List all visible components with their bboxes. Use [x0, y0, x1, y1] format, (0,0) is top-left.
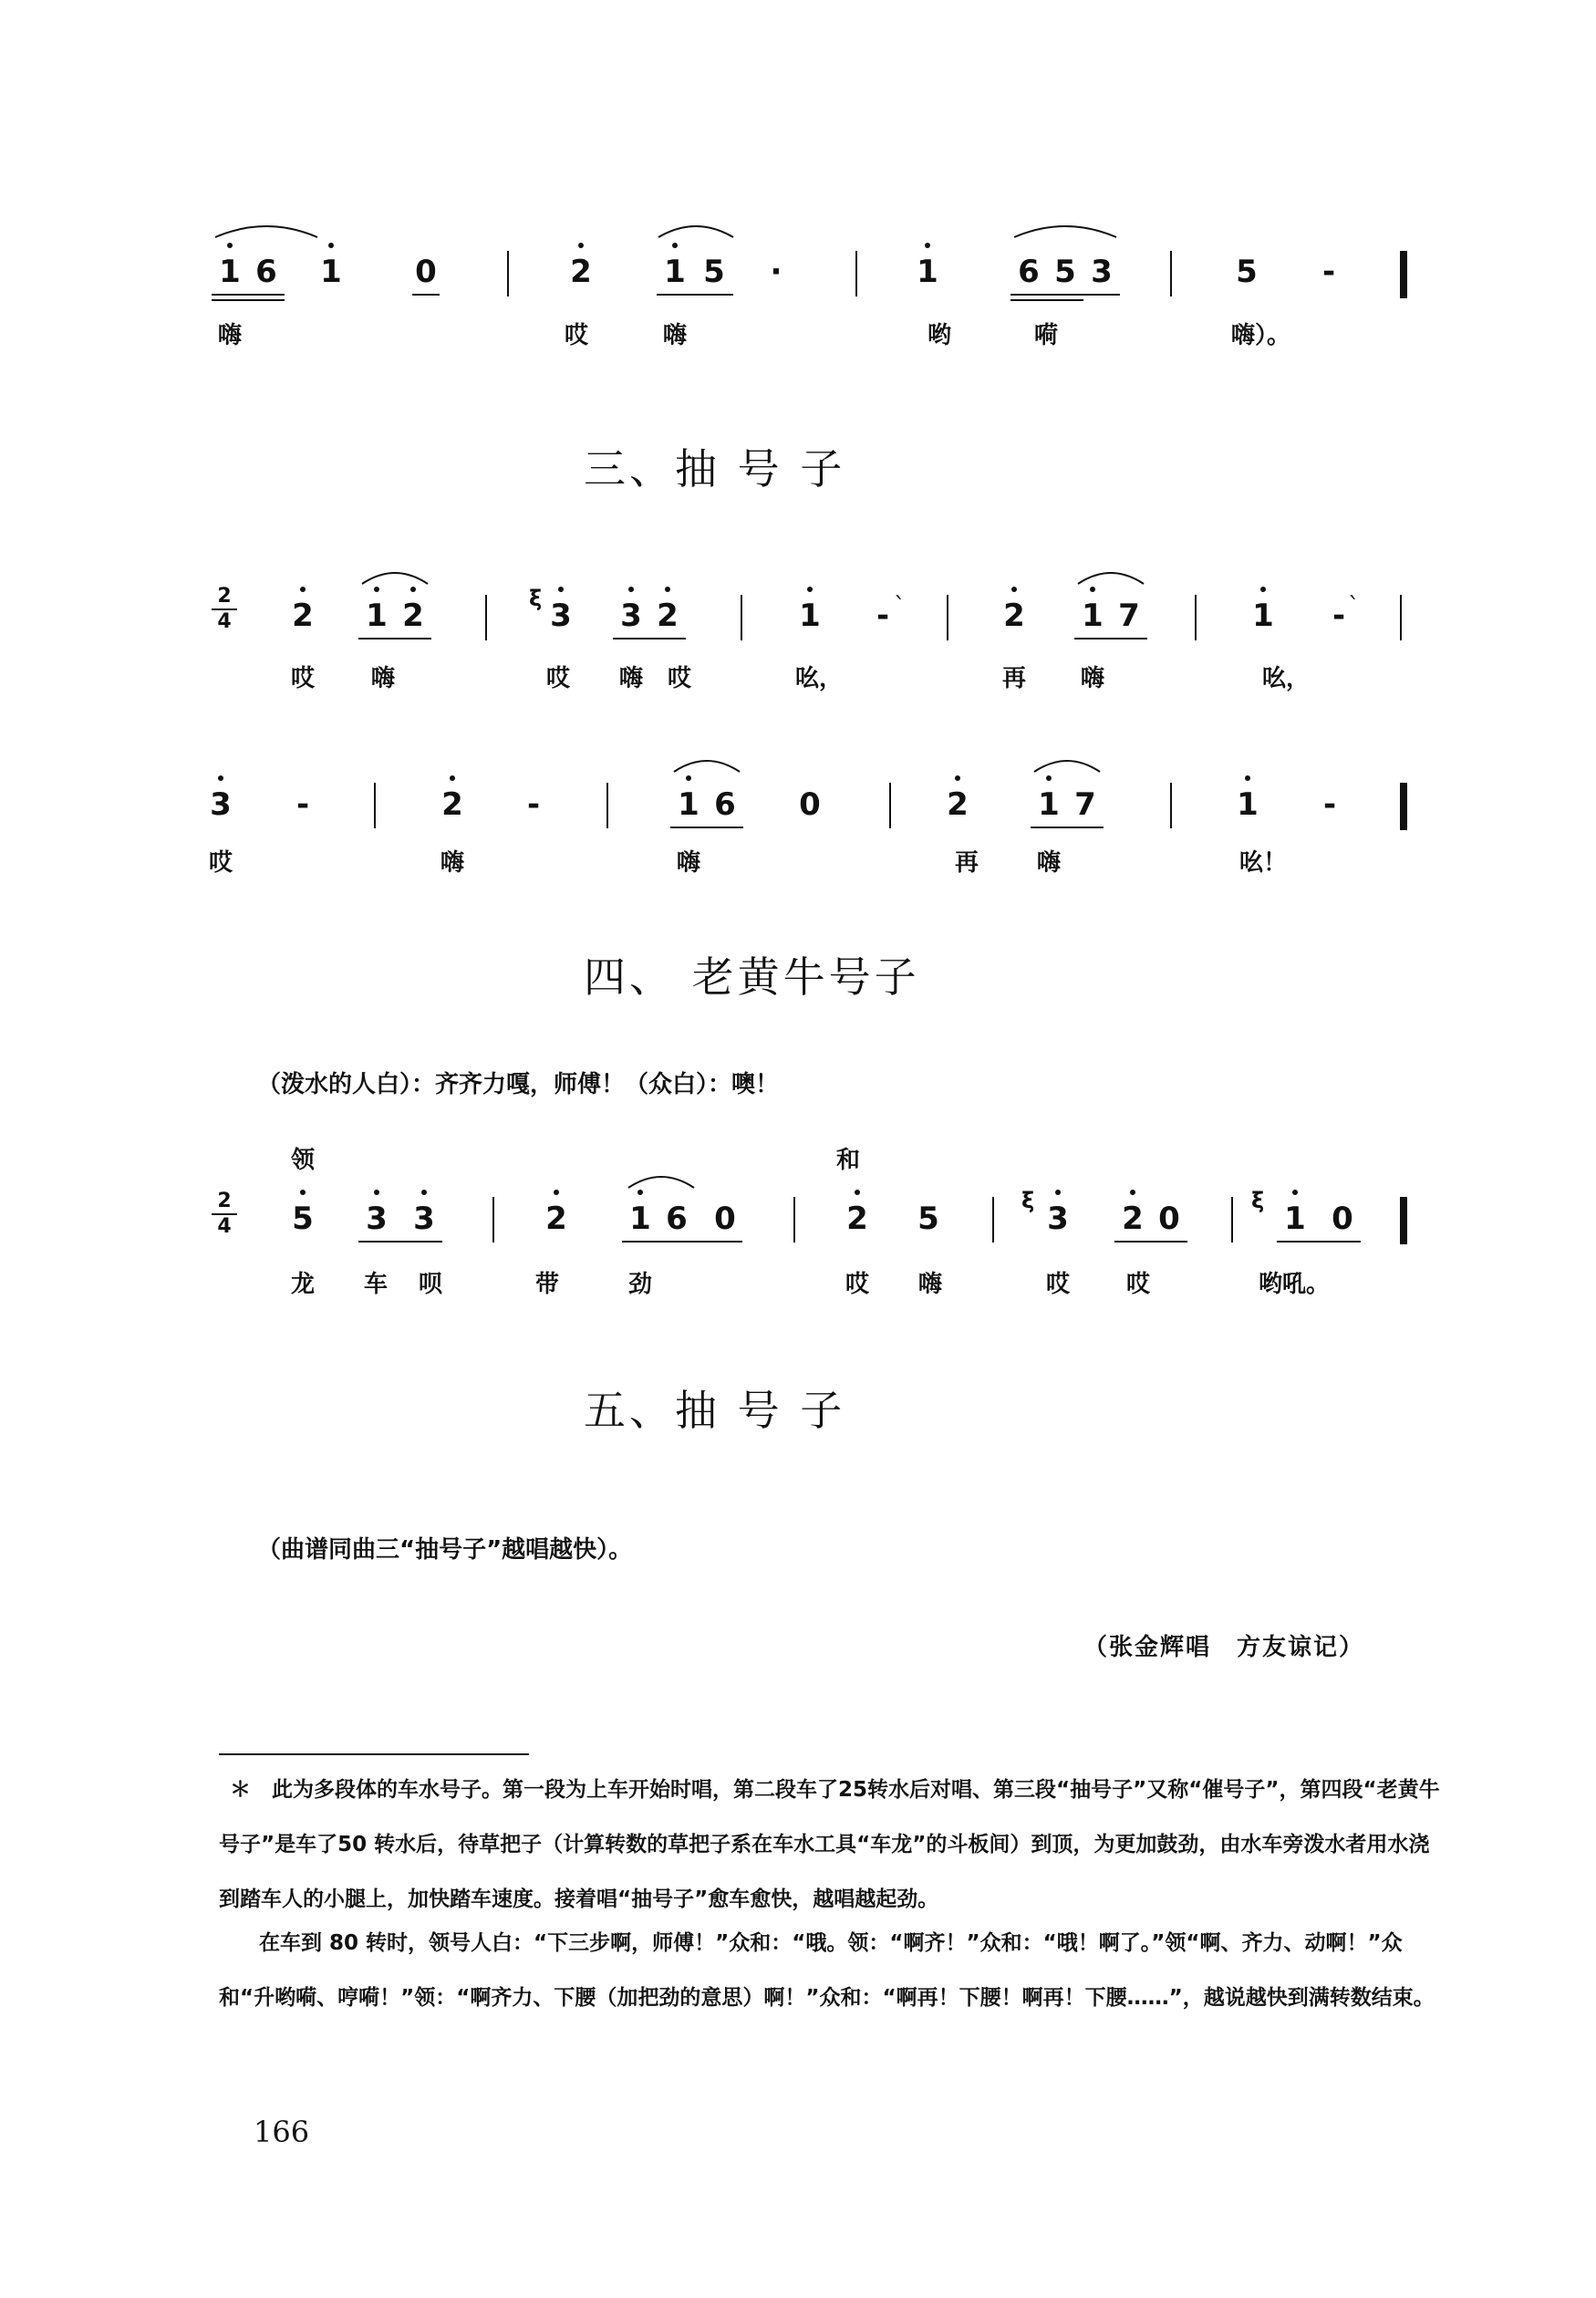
barline — [606, 783, 608, 828]
barline — [889, 783, 891, 828]
note: 0 — [714, 1201, 736, 1237]
lyric: 哎 — [208, 849, 233, 877]
underline — [670, 827, 743, 828]
underline — [1010, 299, 1083, 301]
lyric: 嗨 — [217, 322, 242, 349]
lyric: 哟吼。 — [1259, 1271, 1331, 1298]
note: 1 — [1229, 786, 1266, 823]
note: 5 — [703, 254, 725, 290]
slur — [670, 754, 743, 774]
lyric: 哎 — [845, 1271, 869, 1298]
lyric: 哎 — [545, 665, 570, 692]
note: 3 — [543, 598, 579, 634]
spoken-line: （泼水的人白）：齐齐力嘎，师傅！（众白）：噢！ — [257, 1071, 780, 1098]
slur — [655, 219, 737, 239]
note: 3 — [406, 1201, 442, 1237]
lyric: 哎 — [1125, 1271, 1150, 1298]
lyric: 哎 — [564, 322, 588, 349]
note: 1 — [657, 254, 693, 290]
lead-label: 领 — [290, 1147, 315, 1174]
glide-mark: ` — [894, 593, 906, 620]
note: 2 — [434, 786, 471, 823]
note: 2 — [939, 786, 976, 823]
barline — [507, 251, 509, 296]
note: 3 — [358, 1201, 395, 1237]
lyric: 吆！ — [1238, 849, 1287, 877]
final-barline — [1400, 251, 1407, 298]
barline — [992, 1197, 994, 1243]
note: 6 — [666, 1201, 688, 1237]
note: 6 — [714, 786, 736, 823]
lyric: 嗨 — [676, 849, 700, 877]
slur — [1010, 219, 1120, 239]
barline — [1170, 783, 1172, 828]
note: 1 — [622, 1201, 658, 1237]
note: 2 — [996, 598, 1032, 634]
footnote-rule — [219, 1753, 529, 1755]
underline — [412, 294, 440, 296]
note: 5 — [285, 1201, 321, 1237]
note: 1 — [1031, 786, 1067, 823]
lyric: 嗨 — [618, 665, 643, 692]
lyric: 嗨 — [1036, 849, 1061, 877]
lyric: 嗨 — [370, 665, 395, 692]
underline — [657, 294, 733, 296]
note: 0 — [415, 254, 437, 290]
underline — [1114, 1241, 1187, 1243]
note: - — [1321, 254, 1336, 290]
final-barline — [1400, 783, 1407, 830]
barline — [485, 595, 487, 640]
barline — [1195, 595, 1197, 640]
barline — [947, 595, 948, 640]
grace-mark-icon: ξ — [1021, 1188, 1035, 1213]
time-signature: 2 4 — [212, 586, 237, 633]
underline — [613, 638, 686, 639]
note: - — [1322, 786, 1337, 823]
note: · — [770, 254, 782, 290]
lyric: 龙 — [290, 1271, 315, 1298]
lyric: 哎 — [290, 665, 315, 692]
barline — [855, 251, 857, 296]
lyric: 再 — [1001, 665, 1026, 692]
lyric: 哎 — [667, 665, 691, 692]
lyric: 车 — [363, 1271, 388, 1298]
footnote-paragraph-2: 在车到 80 转时，领号人白：“下三步啊，师傅！”众和：“哦。领：“啊齐！”众和：“哦！啊了。”领“啊、齐力、动啊！”众和“升哟嗬、哼嗬！”领：“啊齐力、下腰（加把劲的意思）啊！”众和：“啊再！下腰！啊再！下腰……”，越说越快到满转数结束。 — [219, 1931, 1435, 2010]
lyric: 哎 — [1045, 1271, 1070, 1298]
underline — [212, 299, 285, 301]
note: - — [526, 786, 541, 823]
lyric: 呗 — [418, 1271, 442, 1298]
note: 2 — [395, 598, 431, 634]
barline — [1400, 595, 1402, 640]
note: 3 — [202, 786, 239, 823]
lyric: 吆， — [1261, 665, 1310, 692]
slur — [625, 1170, 698, 1190]
note: - — [1332, 598, 1346, 634]
slur — [1074, 566, 1147, 586]
note: 7 — [1118, 598, 1140, 634]
chorus-label: 和 — [835, 1147, 860, 1174]
section-5-title: 五、抽 号 子 — [584, 1386, 846, 1435]
note: - — [876, 598, 890, 634]
underline — [1031, 827, 1104, 828]
footnote-paragraph-1: ＊ 此为多段体的车水号子。第一段为上车开始时唱，第二段车了25转水后对唱、第三段“抽号子”又称“催号子”，第四段“老黄牛号子”是车了50 转水后，待草把子（计算转数的草把子系在车水工具“车龙”的斗板间）到顶，为更加鼓劲，由水车旁泼水者用水浇到踏车人的小腿上，加快踏车速度。接着唱“抽号子”愈车愈快，越唱越起劲。 — [219, 1778, 1440, 1911]
note: 1 — [1074, 598, 1111, 634]
underline — [1010, 294, 1120, 296]
note: 2 — [285, 598, 321, 634]
slur — [212, 219, 321, 239]
note: 7 — [1074, 786, 1096, 823]
barline — [793, 1197, 795, 1243]
note: 1 — [1277, 1201, 1313, 1237]
note: 1 — [670, 786, 707, 823]
lyric: 嗨）。 — [1231, 322, 1291, 349]
note: 1 — [792, 598, 828, 634]
note: 6 — [1018, 254, 1040, 290]
note: 2 — [649, 598, 686, 634]
note: 0 — [799, 786, 821, 823]
lyric: 再 — [954, 849, 979, 877]
note: 5 — [1054, 254, 1076, 290]
lyric: 带 — [534, 1271, 559, 1298]
note: 3 — [613, 598, 649, 634]
final-barline — [1400, 1197, 1407, 1244]
slur — [1031, 754, 1104, 774]
grace-mark-icon: ξ — [529, 586, 543, 611]
underline — [622, 1241, 742, 1243]
time-signature: 2 4 — [212, 1191, 237, 1238]
lyric: 嗨 — [440, 849, 464, 877]
note: 2 — [563, 254, 599, 290]
note: 3 — [1040, 1201, 1076, 1237]
note: 2 — [1114, 1201, 1151, 1237]
barline — [741, 595, 742, 640]
note: 1 — [212, 254, 248, 290]
page-number: 166 — [254, 2115, 310, 2149]
barline — [1231, 1197, 1233, 1243]
note: 1 — [313, 254, 349, 290]
section-5-note: （曲谱同曲三“抽号子”越唱越快）。 — [257, 1536, 633, 1564]
barline — [1170, 251, 1172, 296]
grace-mark-icon: ξ — [1251, 1188, 1265, 1213]
note: - — [295, 786, 310, 823]
note: 3 — [1091, 254, 1113, 290]
note: 2 — [538, 1201, 575, 1237]
lyric: 嗨 — [917, 1271, 942, 1298]
barline — [492, 1197, 494, 1243]
note: 2 — [839, 1201, 876, 1237]
barline — [374, 783, 376, 828]
note: 0 — [1332, 1201, 1353, 1237]
note: 1 — [909, 254, 946, 290]
note: 5 — [917, 1201, 939, 1237]
slur — [358, 566, 431, 586]
underline — [1277, 1241, 1361, 1243]
lyric: 嗬 — [1033, 322, 1058, 349]
note: 1 — [1245, 598, 1281, 634]
section-3-title: 三、抽 号 子 — [584, 444, 846, 494]
underline — [358, 1241, 442, 1243]
underline — [1074, 638, 1147, 639]
note: 0 — [1158, 1201, 1180, 1237]
underline — [358, 638, 431, 639]
credit-line: （张金辉唱 方友谅记） — [1083, 1634, 1365, 1661]
underline — [212, 294, 285, 296]
lyric: 嗨 — [1080, 665, 1104, 692]
section-4-title: 四、 老黄牛号子 — [584, 952, 920, 1002]
note: 6 — [255, 254, 277, 290]
note: 1 — [358, 598, 395, 634]
note: 5 — [1236, 254, 1258, 290]
glide-mark: ` — [1348, 593, 1360, 620]
lyric: 吆， — [794, 665, 843, 692]
lyric: 劲 — [627, 1271, 652, 1298]
lyric: 哟 — [927, 322, 951, 349]
lyric: 嗨 — [662, 322, 687, 349]
